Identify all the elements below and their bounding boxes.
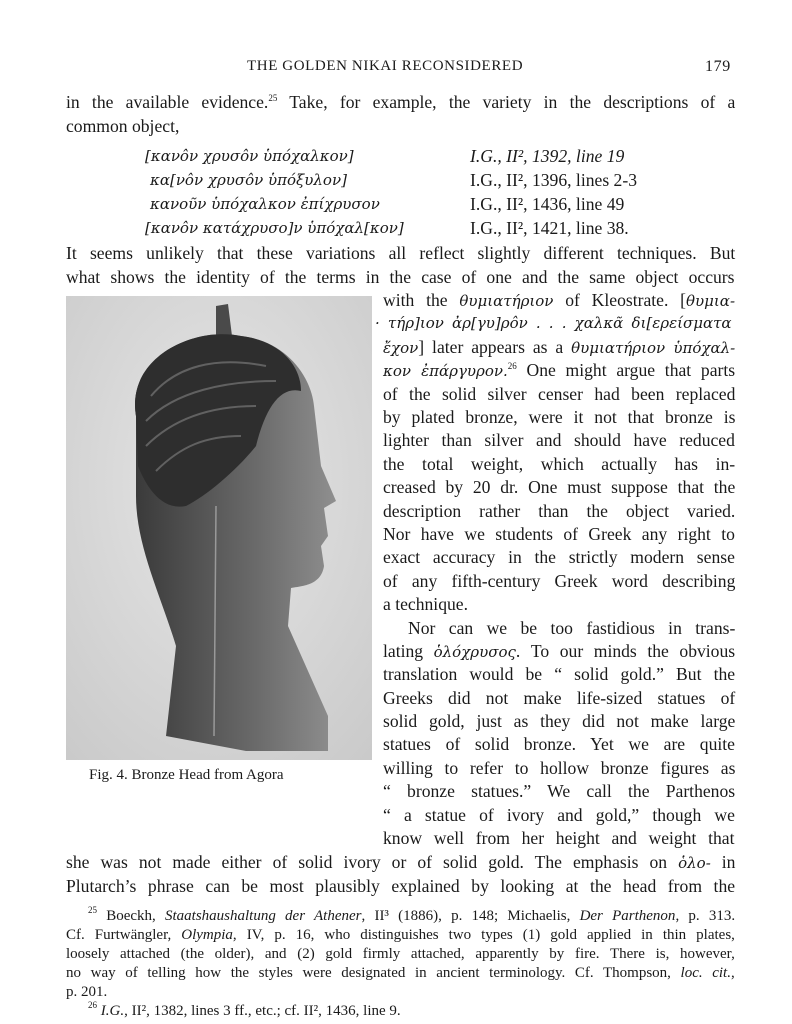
citation-ref: I.G., II², 1396, lines 2-3 bbox=[470, 170, 638, 190]
citation-ref: I.G., II², 1421, line 38. bbox=[470, 218, 629, 238]
citation-greek: [κανôν χρυσôν ὑπόχαλκον] bbox=[145, 147, 354, 165]
footnote-ref[interactable]: 26 bbox=[507, 361, 517, 371]
running-header: THE GOLDEN NIKAI RECONSIDERED bbox=[247, 58, 524, 74]
citation-greek: κανοῦν ὑπόχαλκον ἐπίχρυσον bbox=[150, 195, 380, 213]
footnote-line: no way of telling how the styles were designated in ancient terminology. Cf. Thompson, loc. cit., bbox=[66, 965, 735, 981]
body-line: translation would be “ solid gold.” But the bbox=[383, 664, 736, 684]
page-number: 179 bbox=[705, 58, 731, 75]
body-line: solid gold, just as they did not make large bbox=[383, 711, 736, 731]
body-line: the total weight, which actually has in- bbox=[383, 454, 736, 474]
footnote-25: $^{25}$ Boeckh, Staatshaushaltung der Athener, II³ (1886), p. 148; Michaelis, Der Parthenon, p. 313. bbox=[88, 905, 736, 924]
citation-greek: κα[νôν χρυσôν ὑπόξυλον] bbox=[150, 171, 347, 189]
body-line: lating ὁλόχρυσος. To our minds the obvious bbox=[383, 641, 736, 661]
citation-ref: I.G., II², 1436, line 49 bbox=[470, 194, 625, 214]
body-line: “ bronze statues.” We call the Parthenos bbox=[383, 781, 736, 801]
body-line: exact accuracy in the strictly modern sense bbox=[383, 547, 735, 567]
body-line: of any fifth-century Greek word describing bbox=[383, 571, 736, 591]
body-line: know well from her height and weight that bbox=[383, 828, 735, 848]
body-line: · τήρ]ιον ἀρ[γυ]ρôν . . . χαλκᾶ δι[ερείσματα bbox=[375, 314, 732, 332]
body-line: in the available evidence.$^{25}$ Take, for example, the variety in the descriptions of a bbox=[66, 92, 736, 112]
body-line: lighter than silver and should have reduced bbox=[383, 430, 735, 450]
body-line: she was not made either of solid ivory or of solid gold. The emphasis on ὁλο- in bbox=[66, 852, 736, 872]
body-line: with the θυμιατήριον of Kleostrate. [θυμια- bbox=[383, 290, 736, 310]
body-line: Nor have we students of Greek any right to bbox=[383, 524, 735, 544]
body-line: statues of solid bronze. Yet we are quite bbox=[383, 734, 735, 754]
footnote-line: loosely attached (the older), and (2) gold firmly attached, apparently by fire. There is, however, bbox=[66, 946, 735, 962]
figure-photo-bronze-head bbox=[66, 296, 372, 760]
figure-caption: Fig. 4. Bronze Head from Agora bbox=[89, 767, 284, 783]
footnote-26: $^{26}$ I.G., II², 1382, lines 3 ff., etc.; cf. II², 1436, line 9. bbox=[88, 1000, 401, 1019]
body-line: Greeks did not make life-sized statues of bbox=[383, 688, 736, 708]
body-line: Nor can we be too fastidious in trans- bbox=[408, 618, 736, 638]
body-line: a technique. bbox=[383, 594, 468, 614]
body-line: common object, bbox=[66, 116, 180, 136]
body-line: “ a statue of ivory and gold,” though we bbox=[383, 805, 735, 825]
footnote-line: p. 201. bbox=[66, 984, 108, 1000]
body-line: Plutarch’s phrase can be most plausibly explained by looking at the head from the bbox=[66, 876, 736, 896]
body-line: ἔχον] later appears as a θυμιατήριον ὑπόχαλ- bbox=[383, 337, 736, 357]
body-line: by plated bronze, were it not that bronze is bbox=[383, 407, 736, 427]
body-line: description rather than the object varied. bbox=[383, 501, 736, 521]
body-line: of the solid silver censer had been replaced bbox=[383, 384, 736, 404]
body-line: It seems unlikely that these variations all reflect slightly different techniques. But bbox=[66, 243, 736, 263]
body-line: κον ἐπάργυρον.$^{26}$ One might argue that parts bbox=[383, 360, 736, 380]
footnote-line: Cf. Furtwängler, Olympia, IV, p. 16, who distinguishes two types (1) gold applied in thin plates, bbox=[66, 927, 735, 943]
footnote-ref[interactable]: 25 bbox=[268, 93, 278, 103]
citation-greek: [κανôν κατάχρυσο]ν ὑπόχαλ[κον] bbox=[145, 219, 404, 237]
body-line: creased by 20 dr. One must suppose that the bbox=[383, 477, 736, 497]
body-line: willing to refer to hollow bronze figures as bbox=[383, 758, 736, 778]
citation-ref: I.G., II², 1392, line 19 bbox=[470, 146, 625, 166]
body-line: what shows the identity of the terms in the case of one and the same object occurs bbox=[66, 267, 735, 287]
